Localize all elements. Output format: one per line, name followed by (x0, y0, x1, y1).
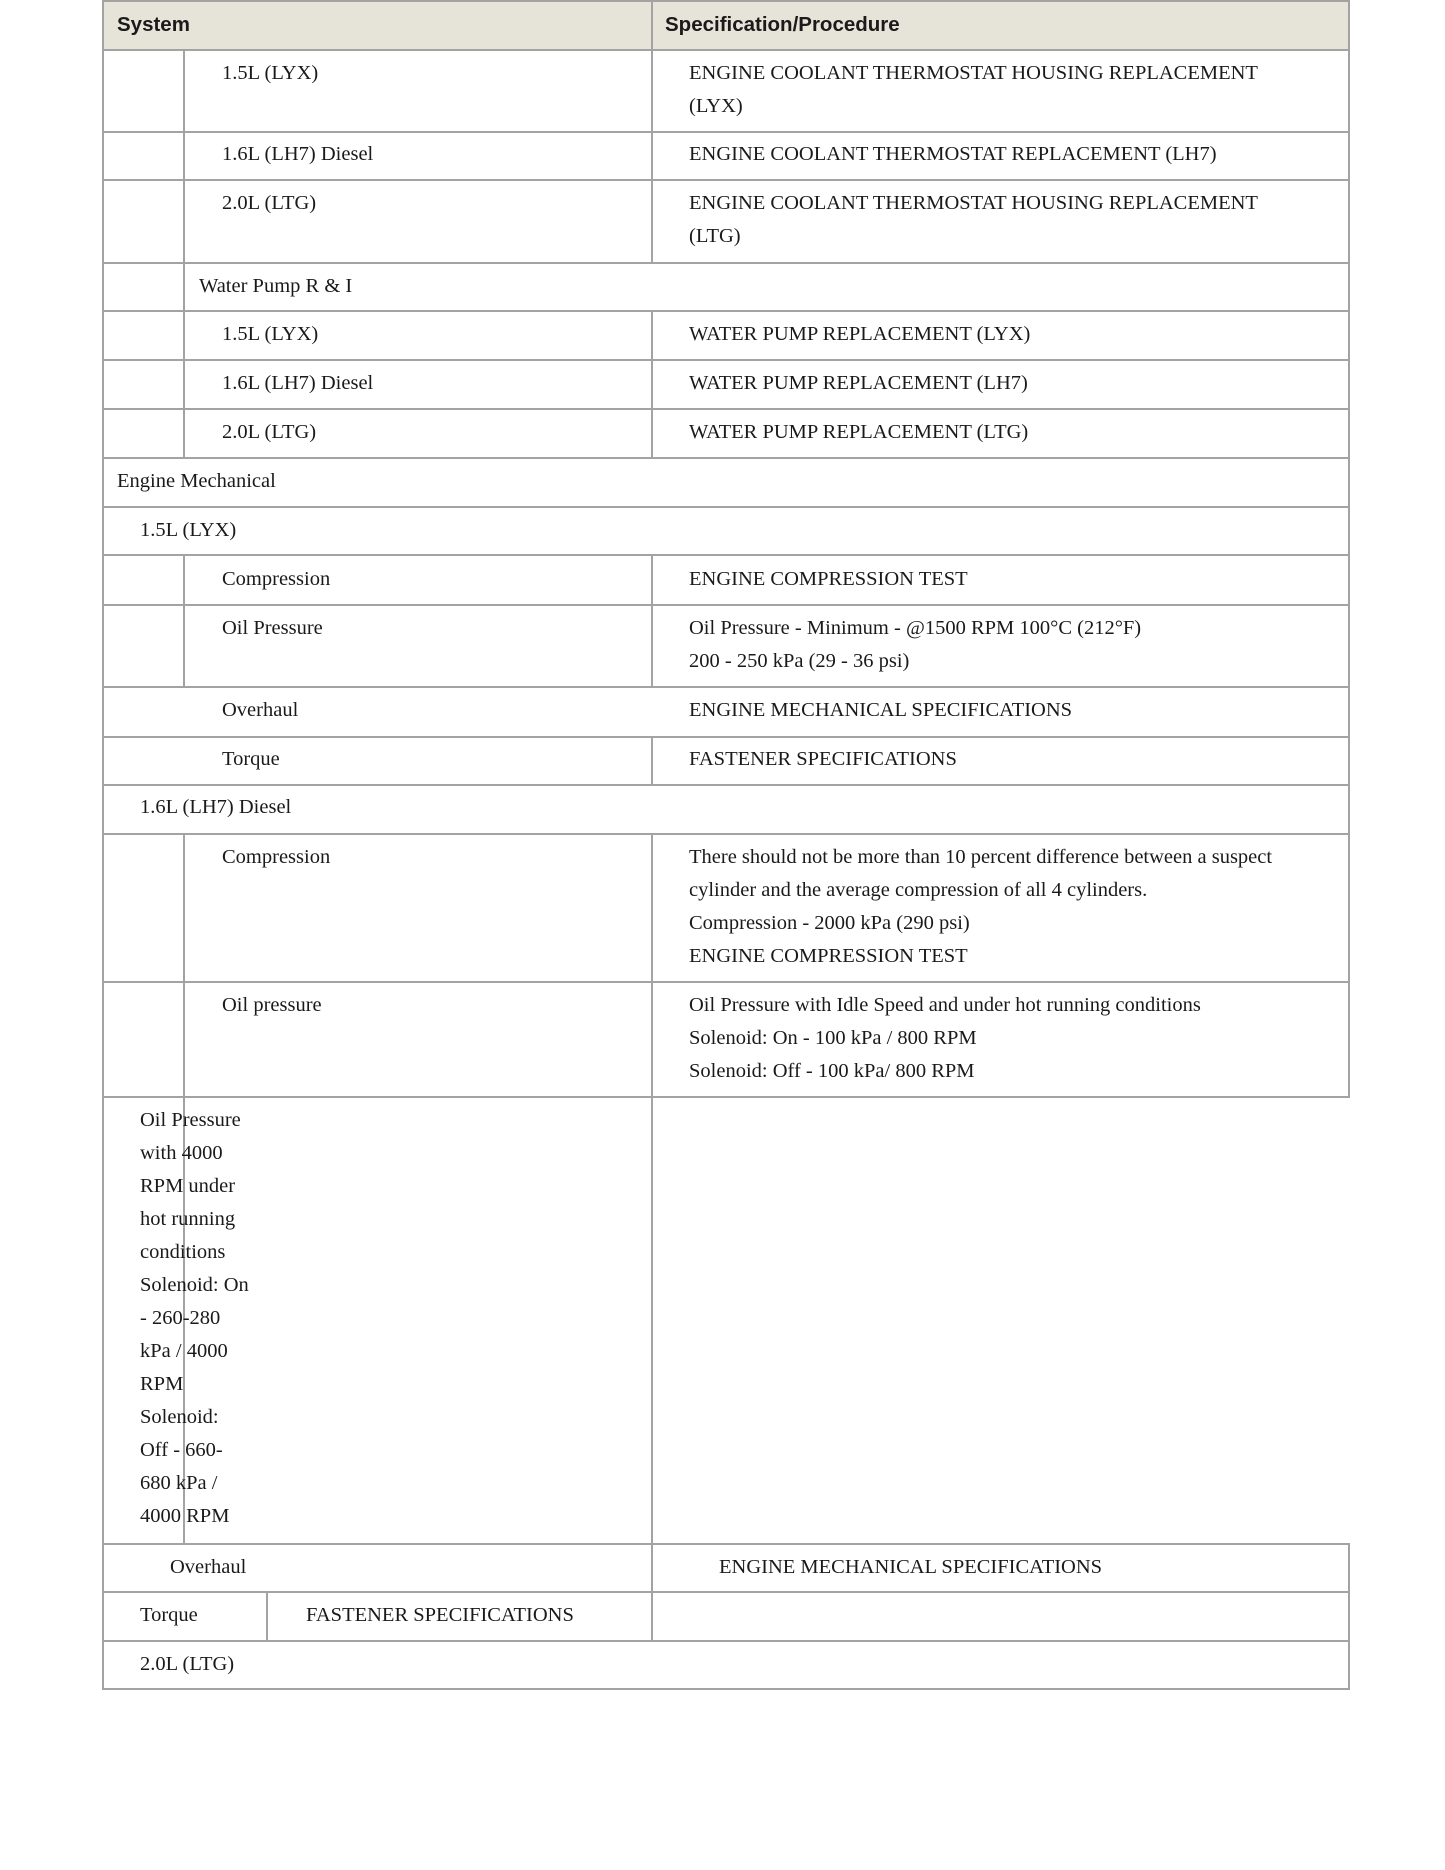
column-divider (651, 0, 653, 264)
row-divider (102, 506, 1350, 508)
system-cell: 1.5L (LYX) (222, 323, 319, 345)
indent-divider (266, 1591, 268, 1642)
row-divider (102, 833, 1350, 835)
system-cell: Torque (222, 748, 280, 770)
system-cell: 2.0L (LTG) (222, 421, 317, 443)
spec-cell: ENGINE COOLANT THERMOSTAT REPLACEMENT (LH7) (689, 143, 1217, 165)
row-divider (102, 131, 1350, 133)
system-cell: 1.5L (LYX) (222, 62, 319, 84)
system-cell: Oil Pressure (222, 617, 323, 639)
system-cell: Oil pressure (222, 994, 322, 1016)
row-divider (102, 310, 1350, 312)
system-cell: Torque (140, 1604, 198, 1626)
spec-cell: ENGINE MECHANICAL SPECIFICATIONS (689, 699, 1073, 721)
spec-cell: Solenoid: On - 100 kPa / 800 RPM (689, 1027, 977, 1049)
row-divider (102, 408, 1350, 410)
system-cell: Compression (222, 846, 331, 868)
spec-cell: There should not be more than 10 percent difference between a suspect (689, 846, 1273, 868)
table-border (1348, 0, 1350, 1098)
oil-pressure-4000-line: RPM under (140, 1175, 236, 1197)
row-divider (102, 49, 1350, 51)
table-border (102, 1688, 1350, 1690)
row-divider (102, 457, 1350, 459)
spec-cell: Solenoid: Off - 100 kPa/ 800 RPM (689, 1060, 975, 1082)
table-border (1348, 1543, 1350, 1690)
spec-cell: FASTENER SPECIFICATIONS (306, 1604, 574, 1626)
spec-cell: cylinder and the average compression of all 4 cylinders. (689, 879, 1148, 901)
row-divider (102, 604, 1350, 606)
spec-cell: Oil Pressure - Minimum - @1500 RPM 100°C (212°F) (689, 617, 1142, 639)
system-cell: Overhaul (222, 699, 299, 721)
spec-cell: ENGINE COOLANT THERMOSTAT HOUSING REPLACEMENT (689, 192, 1258, 214)
system-cell: 1.6L (LH7) Diesel (222, 372, 374, 394)
oil-pressure-4000-line: kPa / 4000 (140, 1340, 228, 1362)
oil-pressure-4000-line: Solenoid: On (140, 1274, 249, 1296)
system-cell: 1.6L (LH7) Diesel (222, 143, 374, 165)
row-divider (102, 1640, 1350, 1642)
system-cell: Overhaul (170, 1556, 247, 1578)
oil-pressure-4000-line: conditions (140, 1241, 226, 1263)
spec-cell: ENGINE COMPRESSION TEST (689, 945, 968, 967)
row-divider (102, 1096, 1350, 1098)
section-title: Water Pump R & I (199, 275, 353, 297)
column-divider (651, 833, 653, 1642)
spec-cell: ENGINE MECHANICAL SPECIFICATIONS (719, 1556, 1103, 1578)
row-divider (102, 1591, 1350, 1593)
row-divider (102, 736, 1350, 738)
column-divider (651, 310, 653, 459)
subsection-title: 1.5L (LYX) (140, 519, 237, 541)
table-border (102, 0, 104, 1690)
oil-pressure-4000-line: 4000 RPM (140, 1505, 230, 1527)
spec-cell: Oil Pressure with Idle Speed and under hot running conditions (689, 994, 1201, 1016)
row-divider (102, 179, 1350, 181)
spec-cell: 200 - 250 kPa (29 - 36 psi) (689, 650, 910, 672)
spec-cell: WATER PUMP REPLACEMENT (LTG) (689, 421, 1029, 443)
oil-pressure-4000-line: - 260-280 (140, 1307, 221, 1329)
column-divider (651, 736, 653, 786)
spec-cell: ENGINE COMPRESSION TEST (689, 568, 968, 590)
system-cell: Compression (222, 568, 331, 590)
oil-pressure-4000-line: Oil Pressure (140, 1109, 241, 1131)
row-divider (102, 981, 1350, 983)
indent-divider (183, 554, 185, 688)
subsection-title: 2.0L (LTG) (140, 1653, 235, 1675)
spec-cell: ENGINE COOLANT THERMOSTAT HOUSING REPLACEMENT (689, 62, 1258, 84)
header-specification: Specification/Procedure (665, 13, 900, 36)
indent-divider (183, 49, 185, 459)
row-divider (102, 1543, 1350, 1545)
row-divider (102, 554, 1350, 556)
oil-pressure-4000-line: hot running (140, 1208, 236, 1230)
oil-pressure-4000-line: RPM (140, 1373, 184, 1395)
header-system: System (117, 13, 190, 36)
spec-cell: (LTG) (689, 225, 741, 247)
spec-cell: WATER PUMP REPLACEMENT (LYX) (689, 323, 1031, 345)
table-border (102, 0, 1350, 2)
row-divider (102, 784, 1350, 786)
row-divider (102, 359, 1350, 361)
system-cell: 2.0L (LTG) (222, 192, 317, 214)
oil-pressure-4000-line: Off - 660- (140, 1439, 223, 1461)
spec-cell: Compression - 2000 kPa (290 psi) (689, 912, 970, 934)
oil-pressure-4000-line: with 4000 (140, 1142, 223, 1164)
row-divider (102, 686, 1350, 688)
section-title: Engine Mechanical (117, 470, 276, 492)
spec-cell: (LYX) (689, 95, 743, 117)
oil-pressure-4000-line: Solenoid: (140, 1406, 219, 1428)
row-divider (102, 262, 1350, 264)
spec-cell: WATER PUMP REPLACEMENT (LH7) (689, 372, 1028, 394)
column-divider (651, 554, 653, 688)
oil-pressure-4000-line: 680 kPa / (140, 1472, 218, 1494)
subsection-title: 1.6L (LH7) Diesel (140, 796, 292, 818)
spec-cell: FASTENER SPECIFICATIONS (689, 748, 957, 770)
